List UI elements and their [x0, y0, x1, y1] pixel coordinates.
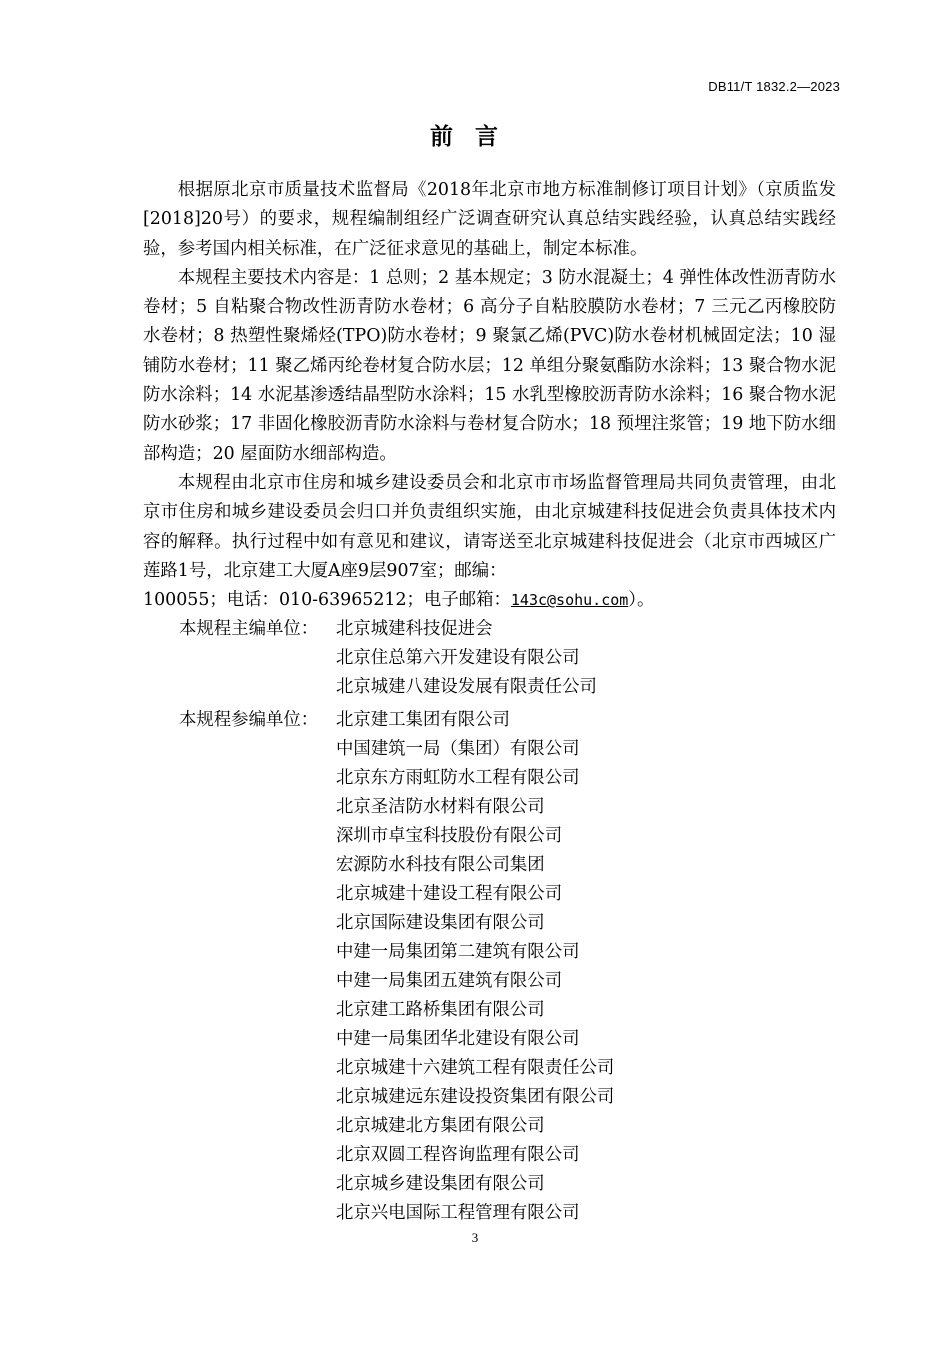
- participating-unit: 北京双圆工程咨询监理有限公司: [336, 1145, 580, 1166]
- participating-unit-row: [143, 996, 836, 1025]
- participating-unit: 中建一局集团华北建设有限公司: [336, 1029, 580, 1050]
- participating-unit-row: [143, 1054, 836, 1083]
- contact-text: 100055；电话：010-63965212；电子邮箱：: [143, 590, 511, 611]
- standard-code: DB11/T 1832.2—2023: [708, 79, 840, 94]
- participating-units-label: 本规程参编单位：: [179, 710, 319, 731]
- participating-unit-row: [143, 735, 836, 764]
- management-text: 本规程由北京市住房和城乡建设委员会和北京市市场监督管理局共同负责管理，由北京市住房和城乡建设委员会归口并负责组织实施，由北京城建科技促进会负责具体技术内容的解释。执行过程中如有意见和建议，请寄送至北京城建科技促进会（北京市西城区广莲路1号，北京建工大厦A座9层907室；邮编：: [143, 472, 836, 581]
- chief-unit-row: [143, 673, 836, 702]
- participating-unit: 深圳市卓宝科技股份有限公司: [336, 826, 563, 847]
- participating-unit-row: [143, 880, 836, 909]
- contact-line: [143, 586, 836, 615]
- chief-unit: 北京城建八建设发展有限责任公司: [336, 677, 597, 698]
- page-number: 3: [471, 1230, 479, 1245]
- participating-unit-row: [143, 1112, 836, 1141]
- chief-unit: 北京住总第六开发建设有限公司: [336, 648, 580, 669]
- intro-paragraph: 根据原北京市质量技术监督局《2018年北京市地方标准制修订项目计划》（京质监发[2018]20号）的要求，规程编制组经广泛调查研究认真总结实践经验，认真总结实践经验，参考国内相关标准，在广泛征求意见的基础上，制定本标准。: [143, 180, 836, 259]
- participating-unit-row: [143, 1083, 836, 1112]
- participating-unit-row: [143, 909, 836, 938]
- participating-unit-row: [143, 793, 836, 822]
- technical-content-paragraph: 本规程主要技术内容是：1 总则；2 基本规定；3 防水混凝土；4 弹性体改性沥青防水卷材；5 自粘聚合物改性沥青防水卷材；6 高分子自粘胶膜防水卷材；7 三元乙丙橡胶防水卷材；8 热塑性聚烯烃(TPO)防水卷材；9 聚氯乙烯(PVC)防水卷材机械固定法；10 湿铺防水卷材；11 聚乙烯丙纶卷材复合防水层；12 单组分聚氨酯防水涂料；13 聚合物水泥防水涂料；14 水泥基渗透结晶型防水涂料；15 水乳型橡胶沥青防水涂料；16 聚合物水泥防水砂浆；17 非固化橡胶沥青防水涂料与卷材复合防水；18 预埋注浆管；19 地下防水细部构造；20 屋面防水细部构造。: [143, 267, 836, 464]
- participating-unit: 北京城建远东建设投资集团有限公司: [336, 1087, 615, 1108]
- management-paragraph: [143, 469, 836, 586]
- participating-unit: 北京城建北方集团有限公司: [336, 1116, 545, 1137]
- participating-unit: 宏源防水科技有限公司集团: [336, 855, 545, 876]
- chief-units-label: 本规程主编单位：: [179, 619, 319, 640]
- participating-unit-row: [143, 822, 836, 851]
- participating-unit-row: [143, 706, 836, 735]
- participating-units-section: [143, 706, 836, 1228]
- participating-unit: 中建一局集团五建筑有限公司: [336, 971, 563, 992]
- participating-unit: 北京城建十建设工程有限公司: [336, 884, 563, 905]
- email-link[interactable]: 143c@sohu.com: [510, 591, 629, 610]
- participating-unit-row: [143, 967, 836, 996]
- participating-unit-row: [143, 1025, 836, 1054]
- participating-unit-row: [143, 938, 836, 967]
- participating-unit-row: [143, 764, 836, 793]
- chief-units-section: [143, 615, 836, 702]
- participating-unit: 中建一局集团第二建筑有限公司: [336, 942, 580, 963]
- participating-unit: 北京圣洁防水材料有限公司: [336, 797, 545, 818]
- participating-unit: 北京建工路桥集团有限公司: [336, 1000, 545, 1021]
- chief-unit: 北京城建科技促进会: [336, 619, 493, 640]
- participating-unit: 北京兴电国际工程管理有限公司: [336, 1203, 580, 1224]
- participating-unit: 北京东方雨虹防水工程有限公司: [336, 768, 580, 789]
- chief-unit-row: [143, 644, 836, 673]
- chief-unit-row: [143, 615, 836, 644]
- page-title: 前言: [430, 124, 520, 150]
- contact-end: ）。: [628, 590, 655, 611]
- participating-unit: 北京建工集团有限公司: [336, 710, 510, 731]
- participating-unit: 中国建筑一局（集团）有限公司: [336, 739, 580, 760]
- participating-unit-row: [143, 851, 836, 880]
- participating-unit: 北京城建十六建筑工程有限责任公司: [336, 1058, 615, 1079]
- participating-unit-row: [143, 1141, 836, 1170]
- participating-unit-row: [143, 1199, 836, 1228]
- participating-unit: 北京国际建设集团有限公司: [336, 913, 545, 934]
- participating-unit: 北京城乡建设集团有限公司: [336, 1174, 545, 1195]
- document-body: [143, 176, 836, 1228]
- participating-unit-row: [143, 1170, 836, 1199]
